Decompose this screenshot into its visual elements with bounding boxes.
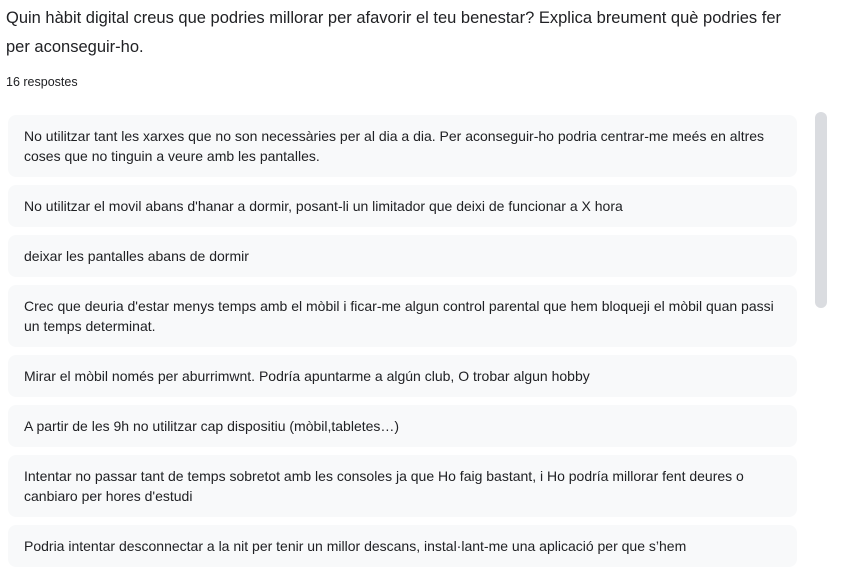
- response-text: Podria intentar desconnectar a la nit per tenir un millor descans, instal·lant-me una aplicació per que s’hem: [24, 538, 687, 554]
- response-card: [8, 285, 797, 347]
- response-text: Intentar no passar tant de temps sobretot amb les consoles ja que Ho faig bastant, i Ho podría millorar fent deures o canbiaro per hores d'estudi: [24, 468, 744, 504]
- response-card: [8, 115, 797, 177]
- response-card: [8, 405, 797, 447]
- response-card: [8, 235, 797, 277]
- scrollbar-thumb[interactable]: [815, 112, 827, 308]
- response-text: No utilitzar el movil abans d'hanar a dormir, posant-li un limitador que deixi de funcionar a X hora: [24, 198, 623, 214]
- response-card: [8, 525, 797, 567]
- response-text: deixar les pantalles abans de dormir: [24, 248, 249, 264]
- response-text: Crec que deuria d'estar menys temps amb el mòbil i ficar-me algun control parental que hem bloqueji el mòbil quan passi un temps determinat.: [24, 298, 774, 334]
- question-header: [6, 4, 796, 90]
- responses-count: 16 respostes: [6, 75, 78, 89]
- response-card: [8, 185, 797, 227]
- response-text: A partir de les 9h no utilitzar cap dispositiu (mòbil,tabletes…): [24, 418, 400, 434]
- question-title: Quin hàbit digital creus que podries millorar per afavorir el teu benestar? Explica breument què podries fer per aconseguir-ho.: [6, 9, 782, 56]
- response-card: [8, 355, 797, 397]
- response-text: Mirar el mòbil només per aburrimwnt. Podría apuntarme a algún club, O trobar algun hobby: [24, 368, 590, 384]
- response-card: [8, 455, 797, 517]
- response-text: No utilitzar tant les xarxes que no son necessàries per al dia a dia. Per aconseguir-ho podria centrar-me meés en altres coses que no tinguin a veure amb les pantalles.: [24, 128, 765, 164]
- responses-list: [8, 115, 797, 567]
